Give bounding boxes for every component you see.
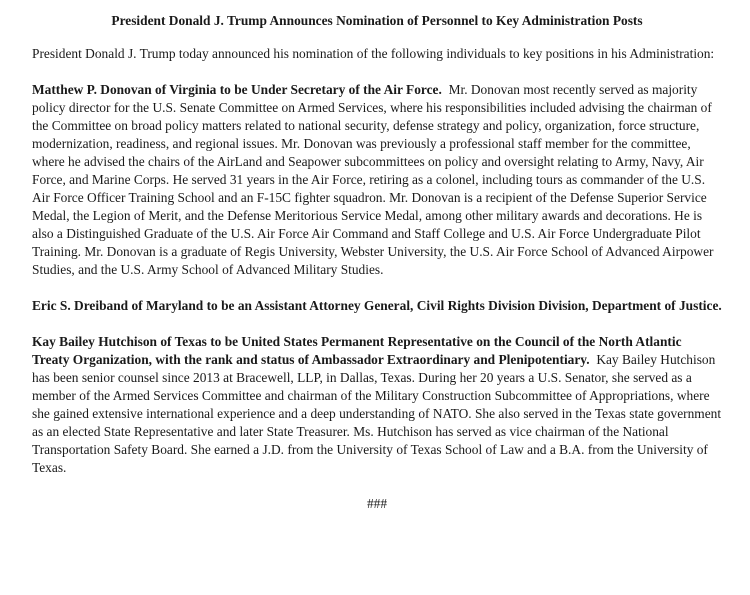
nominee-bio: Mr. Donovan most recently served as majority policy director for the U.S. Senate Committee on Armed Services, where his responsibilities included advising the chairman of the Committee on broad policy matters related to national security, defense strategy and policy, organization, force structure, modernization, readiness, and regional issues. Mr. Donovan was previously a professional staff member for the committee, where he advised the chairs of the AirLand and Seapower subcommittees on policy and oversight relating to Army, Navy, Air Force, and Marine Corps. He served 31 years in the Air Force, retiring as a colonel, including tours as commander of the U.S. Air Force Officer Training School and an F-15C fighter squadron. Mr. Donovan is a recipient of the Defense Superior Service Medal, the Legion of Merit, and the Defense Meritorious Service Medal, among other military awards and decorations. He is also a Distinguished Graduate of the U.S. Air Force Air Command and Staff College and U.S. Air Force Undergraduate Pilot Training. Mr. Donovan is a graduate of Regis University, Webster University, the U.S. Air Force School of Advanced Airpower Studies, and the U.S. Army School of Advanced Military Studies.: [32, 82, 714, 277]
nominee-heading: Kay Bailey Hutchison of Texas to be United States Permanent Representative on the Council of the North Atlantic Treaty Organization, with the rank and status of Ambassador Extraordinary and Plenipotentiary.: [32, 334, 682, 367]
nominee-heading: Eric S. Dreiband of Maryland to be an Assistant Attorney General, Civil Rights Division Division, Department of Justice.: [32, 298, 722, 313]
end-mark: ###: [366, 496, 388, 511]
nominee-donovan: [32, 81, 722, 279]
nominee-hutchison: [32, 333, 722, 477]
press-release-title: President Donald J. Trump Announces Nomination of Personnel to Key Administration Posts: [111, 13, 643, 28]
press-release: [32, 12, 722, 513]
nominee-heading: Matthew P. Donovan of Virginia to be Under Secretary of the Air Force.: [32, 82, 442, 97]
intro-paragraph: President Donald J. Trump today announced his nomination of the following individuals to key positions in his Administration:: [32, 46, 715, 61]
nominee-bio: Kay Bailey Hutchison has been senior counsel since 2013 at Bracewell, LLP, in Dallas, Texas. During her 20 years a U.S. Senator, she served as a member of the Armed Services Committee and chairman of the Military Construction Subcommittee of Appropriations, where she gained extensive international experience and a deep understanding of NATO. She also served in the Texas state government as an elected State Representative and later State Treasurer. Ms. Hutchison has served as vice chairman of the National Transportation Safety Board. She earned a J.D. from the University of Texas School of Law and a B.A. from the University of Texas.: [32, 352, 722, 475]
nominee-dreiband: [32, 297, 722, 315]
